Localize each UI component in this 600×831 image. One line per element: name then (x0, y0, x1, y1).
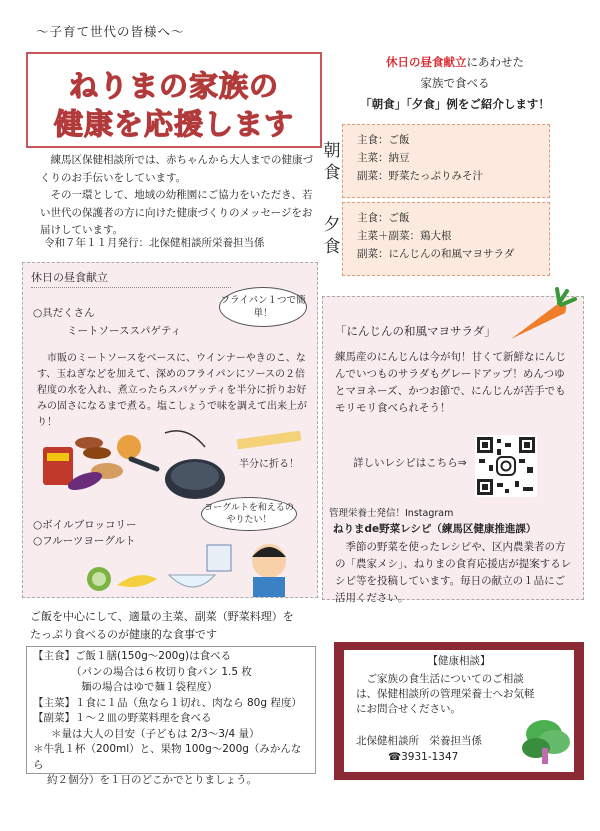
intro-paragraph-2: その一環として、地域の幼稚園にご協力をいただき、若い世代の保護者の方に向けた健康づくりのメッセージをお届けしています。 (40, 189, 313, 236)
phone-number: 3931-1347 (401, 751, 459, 763)
consultation-phone (388, 750, 458, 765)
intro-text (40, 152, 316, 240)
breakfast-label-2: 食 (323, 163, 341, 183)
consultation-office: 北保健相談所 栄養担当係 (356, 735, 482, 747)
dinner-item: 主菜＋副菜：鶏大根 (357, 230, 452, 242)
kiwi-inner (92, 572, 106, 586)
menu-intro-rest: にあわせた (466, 55, 524, 69)
dish-1-line-a: ○具だくさん (33, 307, 95, 319)
menu-intro (326, 52, 584, 115)
breakfast-item: 主菜：納豆 (357, 152, 410, 164)
breakfast-item: 主食：ご飯 (357, 134, 410, 146)
balanced-meal-title (30, 608, 294, 644)
dinner-box (342, 202, 550, 276)
vegetable-icon (520, 712, 574, 768)
sausage (83, 447, 111, 459)
easy-bubble: フライパン１つで簡単！ (219, 287, 307, 327)
recipe-link-text: 詳しいレシピはこちら⇒ (353, 457, 467, 469)
intro-paragraph-1: 練馬区保健相談所では、赤ちゃんから大人までの健康づくりのお手伝いをしています。 (40, 154, 313, 184)
yogurt-bowl (169, 575, 215, 587)
dinner-item: 主食：ご飯 (357, 212, 410, 224)
qr-code[interactable] (475, 435, 537, 497)
dish-1-line-b: ミートソーススパゲティ (67, 325, 182, 337)
health-consultation-box (334, 642, 584, 780)
yogurt-bubble: ヨーグルトを和えるのやりたい！ (201, 497, 297, 531)
child-hair (252, 547, 286, 557)
dish-3: ○フルーツヨーグルト (33, 535, 136, 547)
holiday-lunch-highlight: 休日の昼食献立 (386, 55, 467, 69)
onion (117, 435, 141, 459)
frying-pan-inner (171, 462, 219, 490)
portion-note: ＊量は大人の目安（子どもは 2/3〜3/4 量） (51, 727, 260, 740)
dish-2: ○ボイルブロッコリー (33, 519, 137, 531)
menu-intro-line2: 家族で食べる (420, 76, 490, 90)
menu-intro-line3: 「朝食」「夕食」例をご紹介します！ (360, 97, 550, 111)
half-fold-note: 半分に折る！ (239, 459, 299, 470)
bread-note: （パンの場合は６枚切り食パン 1.5 枚 (71, 665, 252, 678)
dinner-label-1: 夕 (323, 215, 341, 235)
breakfast-label-1: 朝 (323, 141, 341, 161)
instagram-icon (497, 457, 515, 475)
consultation-body: ご家族の食生活についてのご相談は、保健相談所の管理栄養士へお気軽にお問合せください。 (356, 673, 535, 715)
holiday-lunch-section (22, 262, 318, 598)
title-line-2: 健康を応援します (53, 107, 294, 141)
yogurt-illustration (83, 539, 313, 597)
main-dish-line: 【主菜】１食に１品（魚なら１切れ、肉なら 80g 程度） (33, 696, 302, 709)
issue-date: 令和７年１１月発行：北保健相談所栄養担当係 (44, 237, 265, 249)
sauce-pack-label (47, 453, 69, 461)
title-line-1: ねりまの家族の (68, 69, 279, 103)
dinner-item: 副菜：にんじんの和風マヨサラダ (357, 248, 515, 260)
dinner-label (322, 214, 342, 258)
carrot-icon (505, 287, 577, 345)
breakfast-label (322, 140, 342, 184)
milk-fruit-line: ＊牛乳１杯（200ml）と、果物 100g〜200g（みかんなら (33, 743, 302, 771)
title-box (26, 52, 322, 148)
carrot-salad-title: 「にんじんの和風マヨサラダ」 (335, 324, 496, 338)
carrot-salad-section (322, 296, 584, 604)
balanced-meal-box (26, 646, 316, 786)
staple-line: 【主食】ご飯１膳(150g〜200g)は食べる (33, 650, 232, 662)
breakfast-item: 副菜：野菜たっぷりみそ汁 (357, 170, 483, 182)
consultation-title: 【健康相談】 (427, 655, 491, 667)
instagram-description: 季節の野菜を使ったレシピや、区内農業者の方の「農家メシ」、ねりまの食育応援店が提案するレシピ等を投稿しています。毎日の献立の１品にご活用ください。 (335, 541, 572, 604)
child-body (253, 577, 285, 597)
yogurt-carton (207, 545, 231, 571)
lunch-heading: 休日の昼食献立 (31, 269, 231, 288)
arrow-curve (165, 431, 205, 447)
health-consultation-inner (344, 650, 574, 772)
breakfast-box (342, 124, 550, 198)
phone-icon: ☎ (388, 751, 402, 763)
banana (117, 575, 157, 587)
sauce-pack (43, 447, 73, 485)
greeting: 〜子育て世代の皆様へ〜 (36, 24, 185, 39)
noodle-note: 麺の場合はゆで麺１袋程度） (81, 681, 218, 693)
side-dish-line: 【副菜】１〜２皿の野菜料理を食べる (33, 712, 212, 724)
balanced-meal-title-1: ご飯を中心にして、適量の主菜、副菜（野菜料理）を (30, 610, 294, 623)
instagram-account-title: ねりまde野菜レシピ（練馬区健康推進課） (333, 523, 537, 535)
pan-handle (131, 459, 157, 469)
dinner-label-2: 食 (323, 237, 341, 257)
milk-fruit-line-2: 約２個分）を１日のどこかでとりましょう。 (47, 774, 257, 786)
carrot-salad-body: 練馬産のにんじんは今が旬！甘くて新鮮なにんじんでいつものサラダもグレードアップ！めんつゆとマヨネーズ、かつお節で、にんじんが苦手でもモリモリ食べられそう！ (335, 351, 566, 414)
balanced-meal-title-2: たっぷり食べるのが健康的な食事です (30, 628, 217, 641)
instagram-heading: 管理栄養士発信！Instagram (329, 508, 454, 519)
lunch-description: 市販のミートソースをベースに、ウインナーやきのこ、なす、玉ねぎなどを加えて、深めのフライパンにソースの２倍程度の水を入れ、煮立ったらスパゲッティを半分に折りお好みの固さになるまで煮る。塩こしょうで味を調えて出来上がり！ (37, 353, 307, 428)
spaghetti-bundle (237, 431, 302, 450)
